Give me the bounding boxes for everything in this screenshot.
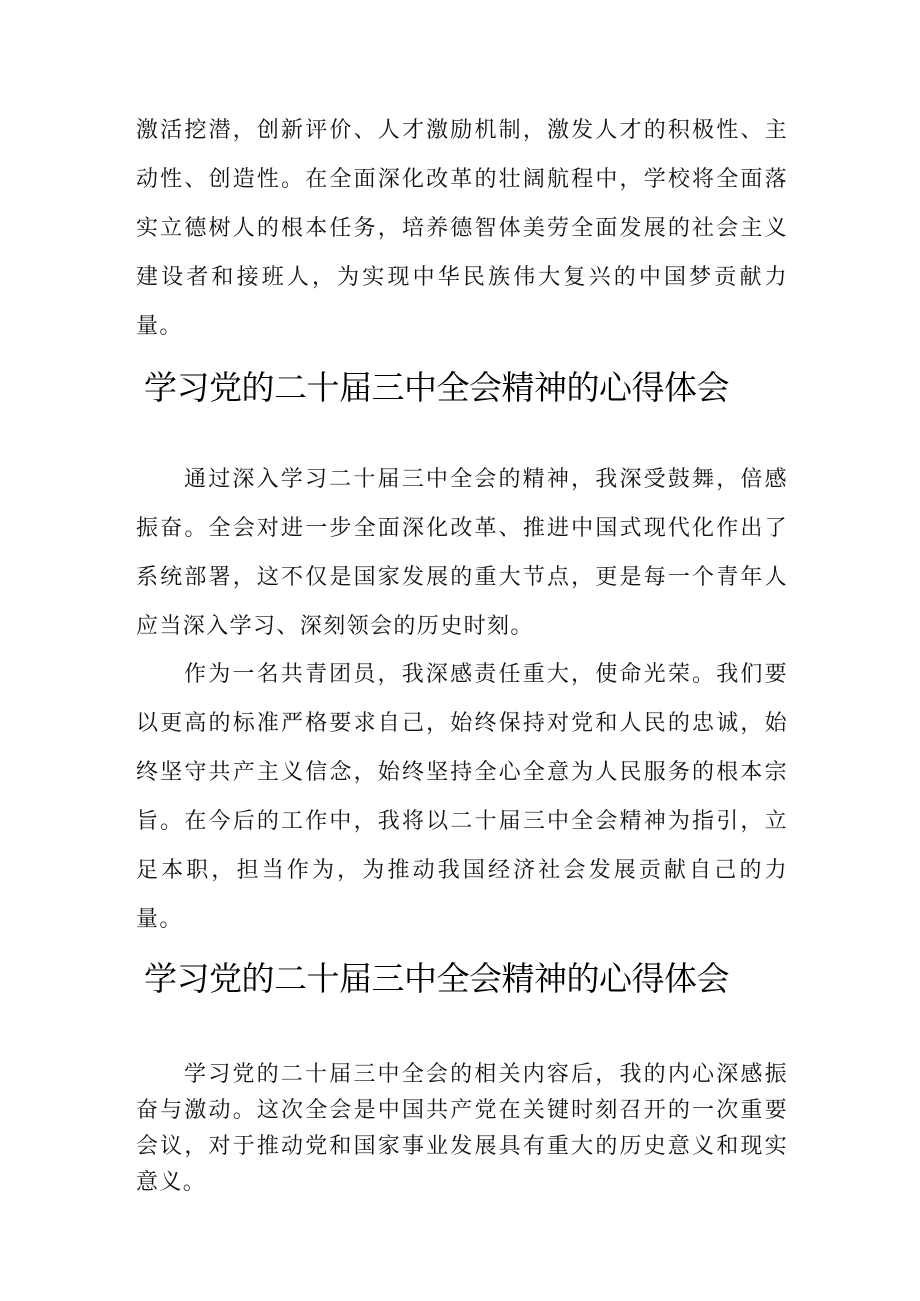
- section-2-paragraph-1: 学习党的二十届三中全会的相关内容后，我的内心深感振奋与激动。这次全会是中国共产党在关键时刻召开的一次重要会议，对于推动党和国家事业发展具有重大的历史意义和现实意义。: [136, 1062, 788, 1195]
- section-1-title: 学习党的二十届三中全会精神的心得体会: [144, 368, 729, 407]
- section-2-title: 学习党的二十届三中全会精神的心得体会: [144, 959, 729, 998]
- section-1-paragraph-2: 作为一名共青团员，我深感责任重大，使命光荣。我们要以更高的标准严格要求自己，始终保持对党和人民的忠诚，始终坚守共产主义信念，始终坚持全心全意为人民服务的根本宗旨。在今后的工作中，我将以二十届三中全会精神为指引，立足本职，担当作为，为推动我国经济社会发展贡献自己的力量。: [136, 662, 788, 932]
- section-1-paragraph-1: 通过深入学习二十届三中全会的精神，我深受鼓舞，倍感振奋。全会对进一步全面深化改革、推进中国式现代化作出了系统部署，这不仅是国家发展的重大节点，更是每一个青年人应当深入学习、深刻领会的历史时刻。: [136, 467, 788, 639]
- intro-paragraph: 激活挖潜，创新评价、人才激励机制，激发人才的积极性、主动性、创造性。在全面深化改革的壮阔航程中，学校将全面落实立德树人的根本任务，培养德智体美劳全面发展的社会主义建设者和接班人，为实现中华民族伟大复兴的中国梦贡献力量。: [136, 118, 788, 339]
